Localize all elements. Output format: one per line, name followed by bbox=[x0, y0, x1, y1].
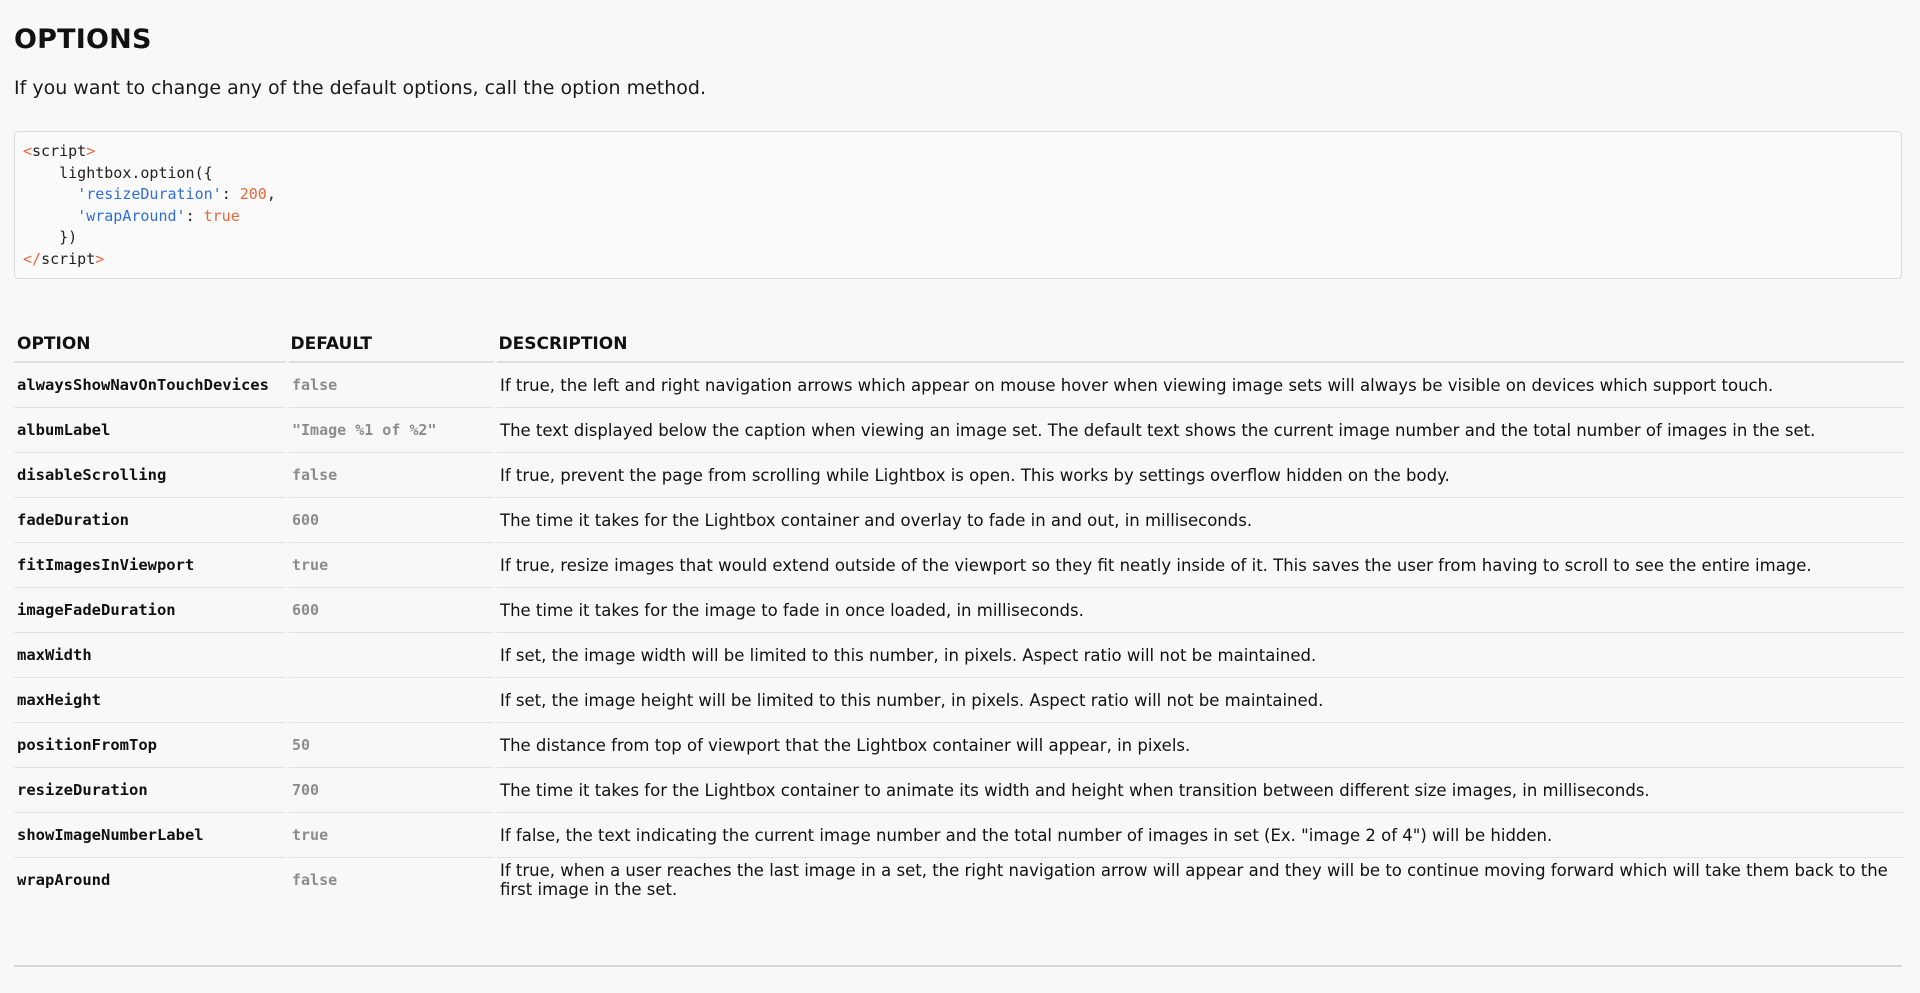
code-indent bbox=[23, 207, 77, 225]
option-name: alwaysShowNavOnTouchDevices bbox=[14, 362, 288, 408]
intro-paragraph: If you want to change any of the default options, call the option method. bbox=[14, 77, 707, 99]
option-name: disableScrolling bbox=[14, 453, 288, 498]
option-description: If set, the image height will be limited to this number, in pixels. Aspect ratio will not be maintained. bbox=[496, 678, 1905, 723]
code-block bbox=[14, 131, 1902, 279]
option-default: 700 bbox=[288, 768, 496, 813]
option-default: true bbox=[288, 813, 496, 858]
table-row bbox=[14, 498, 1904, 543]
code-line-option-call: lightbox.option({ bbox=[23, 163, 213, 182]
option-description: The text displayed below the caption when viewing an image set. The default text shows the current image number and the total number of images in the set. bbox=[496, 408, 1905, 453]
code-indent bbox=[23, 185, 77, 203]
header-option: OPTION bbox=[14, 326, 288, 362]
option-name: resizeDuration bbox=[14, 768, 288, 813]
header-default: DEFAULT bbox=[288, 326, 496, 362]
code-close-tag-lt: </ bbox=[23, 249, 42, 268]
option-default: true bbox=[288, 543, 496, 588]
option-default: 600 bbox=[288, 588, 496, 633]
option-default bbox=[288, 633, 496, 678]
code-value-wrap-around: true bbox=[203, 206, 240, 225]
option-description: If true, when a user reaches the last image in a set, the right navigation arrow will appear and they will be to continue moving forward which will take them back to the first image in the set. bbox=[500, 861, 1888, 899]
section-heading: OPTIONS bbox=[14, 24, 152, 55]
option-description: If true, resize images that would extend outside of the viewport so they fit neatly inside of it. This saves the user from having to scroll to see the entire image. bbox=[496, 543, 1905, 588]
code-close-tag-gt: > bbox=[95, 249, 105, 268]
option-default: false bbox=[288, 858, 496, 903]
table-row bbox=[14, 362, 1904, 408]
table-header-row bbox=[14, 326, 1904, 362]
option-description: If set, the image width will be limited to this number, in pixels. Aspect ratio will not be maintained. bbox=[496, 633, 1905, 678]
section-divider bbox=[14, 965, 1902, 967]
table-row bbox=[14, 723, 1904, 768]
option-name: maxWidth bbox=[14, 633, 288, 678]
code-comma: , bbox=[266, 185, 276, 203]
header-description: DESCRIPTION bbox=[496, 326, 1905, 362]
option-default: 50 bbox=[288, 723, 496, 768]
table-row bbox=[14, 858, 1904, 903]
option-name: fadeDuration bbox=[14, 498, 288, 543]
option-name: albumLabel bbox=[14, 408, 288, 453]
code-colon: : bbox=[185, 206, 204, 225]
code-open-tag-lt: < bbox=[23, 142, 33, 160]
option-description: The distance from top of viewport that the Lightbox container will appear, in pixels. bbox=[496, 723, 1905, 768]
option-description: The time it takes for the image to fade in once loaded, in milliseconds. bbox=[496, 588, 1905, 633]
option-name: wrapAround bbox=[14, 858, 288, 903]
option-default: 600 bbox=[288, 498, 496, 543]
option-description: If true, the left and right navigation arrows which appear on mouse hover when viewing image sets will always be visible on devices which support touch. bbox=[496, 362, 1905, 408]
option-default: false bbox=[288, 453, 496, 498]
option-name: showImageNumberLabel bbox=[14, 813, 288, 858]
table-row bbox=[14, 588, 1904, 633]
option-default bbox=[288, 678, 496, 723]
option-description: The time it takes for the Lightbox container and overlay to fade in and out, in milliseconds. bbox=[496, 498, 1905, 543]
option-name: positionFromTop bbox=[14, 723, 288, 768]
table-row bbox=[14, 633, 1904, 678]
table-row bbox=[14, 768, 1904, 813]
code-close-tag-name: script bbox=[41, 249, 96, 268]
table-row bbox=[14, 453, 1904, 498]
option-name: fitImagesInViewport bbox=[14, 543, 288, 588]
code-colon: : bbox=[221, 185, 240, 203]
option-default: "Image %1 of %2" bbox=[288, 408, 496, 453]
code-open-tag-name: script bbox=[32, 142, 87, 160]
table-row bbox=[14, 543, 1904, 588]
option-description: If false, the text indicating the current image number and the total number of images in set (Ex. "image 2 of 4") will be hidden. bbox=[496, 813, 1905, 858]
code-value-resize-duration: 200 bbox=[239, 185, 267, 203]
option-default: false bbox=[288, 362, 496, 408]
option-name: maxHeight bbox=[14, 678, 288, 723]
code-key-wrap-around: 'wrapAround' bbox=[77, 206, 186, 225]
table-row bbox=[14, 813, 1904, 858]
option-description: If true, prevent the page from scrolling while Lightbox is open. This works by settings overflow hidden on the body. bbox=[496, 453, 1905, 498]
option-name: imageFadeDuration bbox=[14, 588, 288, 633]
option-description: The time it takes for the Lightbox container to animate its width and height when transition between different size images, in milliseconds. bbox=[496, 768, 1905, 813]
code-line-close-call: }) bbox=[23, 228, 78, 246]
table-row bbox=[14, 678, 1904, 723]
code-key-resize-duration: 'resizeDuration' bbox=[77, 185, 222, 203]
table-row bbox=[14, 408, 1904, 453]
table-body bbox=[14, 362, 1904, 902]
options-table bbox=[14, 326, 1904, 902]
code-open-tag-gt: > bbox=[86, 142, 96, 160]
